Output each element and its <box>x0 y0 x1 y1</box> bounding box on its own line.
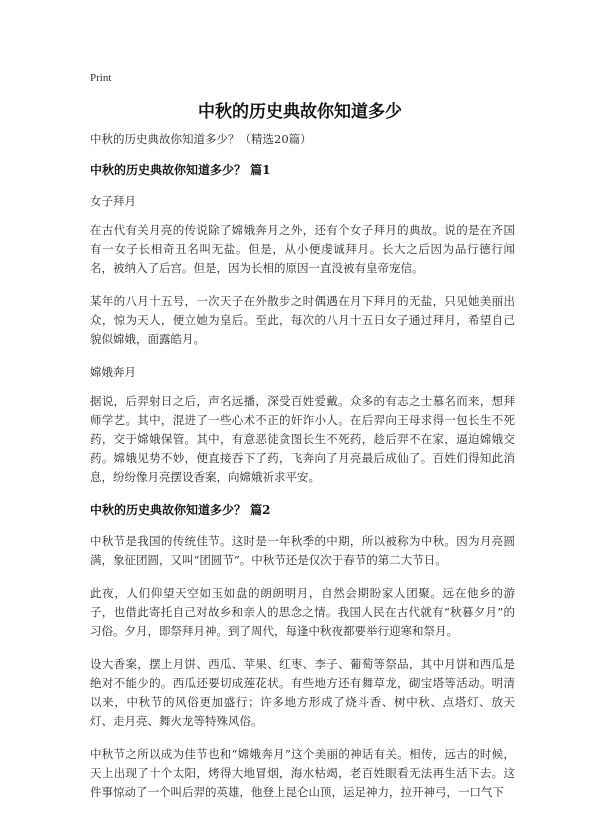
paragraph: 设大香案，摆上月饼、西瓜、苹果、红枣、李子、葡萄等祭品，其中月饼和西瓜是绝对不能少的。西瓜还要切成莲花状。有些地方还有舞草龙，砌宝塔等活动。明清以来，中秋节的风俗更加盛行；许多地方形成了烧斗香、树中秋、点塔灯、放天灯、走月亮、舞火龙等特殊风俗。 <box>90 657 515 728</box>
section-heading-1: 中秋的历史典故你知道多少？ 篇1 <box>90 163 271 177</box>
paragraph: 此夜，人们仰望天空如玉如盘的朗朗明月，自然会期盼家人团聚。远在他乡的游子，也借此寄托自己对故乡和亲人的思念之情。我国人民在古代就有“秋暮夕月”的习俗。夕月，即祭拜月神。到了周代，每逢中秋夜都要举行迎寒和祭月。 <box>90 586 515 638</box>
page-title: 中秋的历史典故你知道多少 <box>198 102 402 122</box>
paragraph: 中秋节之所以成为佳节也和“嫦娥奔月”这个美丽的神话有关。相传，远古的时候，天上出现了十个太阳，烤得大地冒烟，海水枯竭，老百姓眼看无法再生活下去。这件事惊动了一个叫后羿的英雄，他登上昆仑山顶，运足神力，拉开神弓，一口气下 <box>90 747 515 799</box>
paragraph: 据说，后羿射日之后，声名远播，深受百姓爱戴。众多的有志之士慕名而来，想拜师学艺。其中，混进了一些心术不正的奸诈小人。在后羿向王母求得一包长生不死药，交于嫦娥保管。其中，有意恶徒贪图长生不死药，趁后羿不在家，逼迫嫦娥交药。嫦娥见势不妙，便直接吞下了药，飞奔向了月亮最后成仙了。百姓们得知此消息，纷纷像月亮摆设香案，向嫦娥祈求平安。 <box>90 394 515 484</box>
paragraph: 中秋节是我国的传统佳节。这时是一年秋季的中期，所以被称为中秋。因为月亮圆满，象征团圆，又叫“团圆节”。中秋节还是仅次于春节的第二大节日。 <box>90 534 515 567</box>
document-subtitle: 中秋的历史典故你知道多少？（精选20篇） <box>90 132 312 146</box>
story-label-female-moon-worship: 女子拜月 <box>90 194 136 208</box>
paragraph: 在古代有关月亮的传说除了嫦娥奔月之外，还有个女子拜月的典故。说的是在齐国有一女子长相奇丑名叫无盐。但是，从小便虔诚拜月。长大之后因为品行德行闻名，被纳入了后宫。但是，因为长相的原因一直没被有皇帝宠信。 <box>90 223 515 275</box>
document-body <box>90 130 515 816</box>
section-heading-2: 中秋的历史典故你知道多少？ 篇2 <box>90 503 271 517</box>
print-label[interactable]: Print <box>90 72 112 84</box>
paragraph: 某年的八月十五号，一次天子在外散步之时偶遇在月下拜月的无盐，只见她美丽出众，惊为天人，便立她为皇后。至此，每次的八月十五日女子通过拜月，希望自己貌似嫦娥，面露皓月。 <box>90 294 515 346</box>
story-label-change-flies-to-moon: 嫦娥奔月 <box>90 365 136 379</box>
